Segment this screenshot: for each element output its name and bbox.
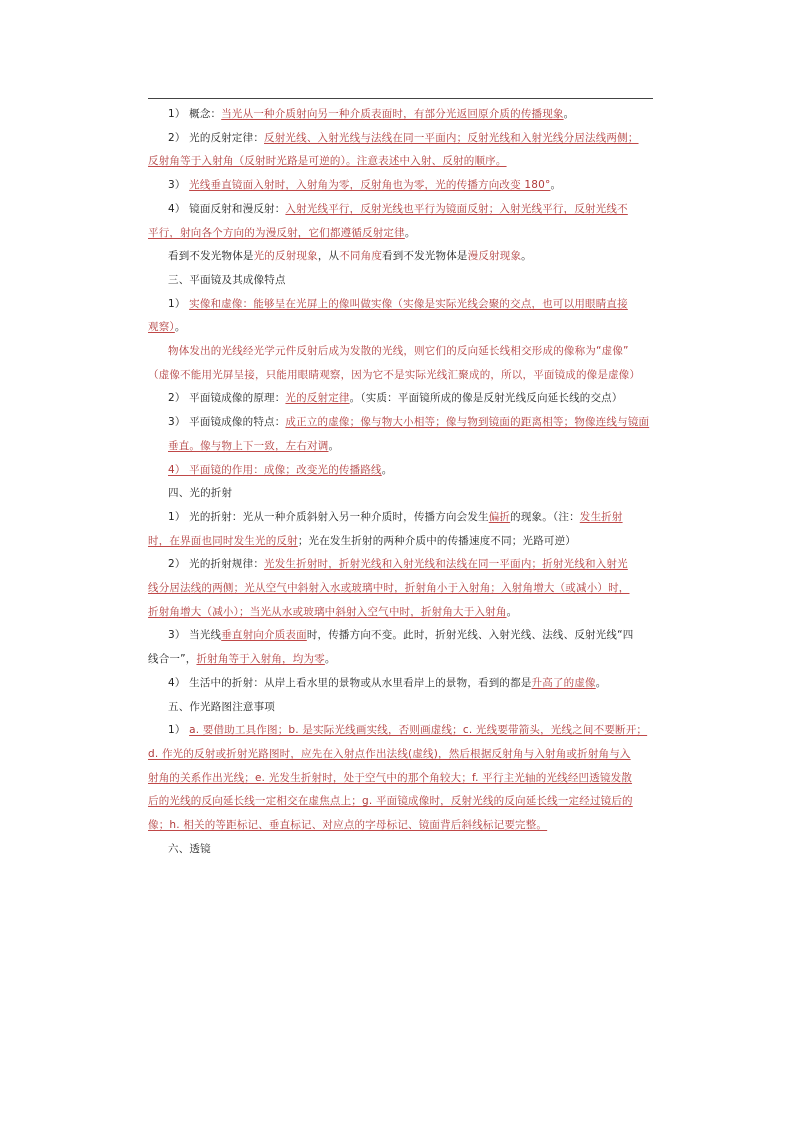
document-page xyxy=(148,98,653,862)
text-segment: 成正立的虚像；像与物大小相等；像与物到镜面的距离相等；物像连线与镜面 xyxy=(285,416,650,429)
text-segment: 漫反射现象 xyxy=(467,250,522,263)
text-line xyxy=(148,364,653,388)
text-line xyxy=(148,245,653,269)
text-segment: 光的反射现象 xyxy=(253,250,318,263)
text-line xyxy=(148,198,653,222)
text-line xyxy=(148,482,653,506)
text-line xyxy=(148,127,653,151)
text-segment: 折射角增大（减小）；当光从水或玻璃中斜射入空气中时，折射角大于入射角 xyxy=(148,605,507,618)
text-segment: 。（实质：平面镜所成的像是反射光线反向延长线的交点） xyxy=(349,392,623,405)
text-segment: 1） xyxy=(168,724,190,737)
text-line xyxy=(148,150,653,174)
text-segment: 。 xyxy=(404,226,416,239)
text-line xyxy=(148,435,653,459)
text-line xyxy=(148,411,653,435)
text-segment: 1） 概念： xyxy=(168,108,222,120)
text-segment: 升高了的虚像 xyxy=(531,676,596,689)
text-line xyxy=(148,838,653,862)
text-segment: 4） 镜面反射和漫反射： xyxy=(168,202,286,215)
text-segment: 观察） xyxy=(148,321,175,334)
text-segment: 五、作光路图注意事项 xyxy=(168,700,275,713)
text-line xyxy=(148,530,653,554)
text-segment: 垂直射向介质表面 xyxy=(221,629,307,642)
text-segment: ，从 xyxy=(317,250,340,263)
text-segment: 不同角度 xyxy=(339,250,383,263)
text-line xyxy=(148,814,653,838)
text-segment: 。 xyxy=(506,605,518,618)
text-line xyxy=(148,790,653,814)
text-segment: （虚像不能用光屏呈接，只能用眼睛观察，因为它不是实际光线汇聚成的，所以，平面镜成的像是虚像） xyxy=(148,368,641,381)
text-segment: 1） xyxy=(168,297,190,310)
text-line xyxy=(148,103,653,127)
text-segment: 六、透镜 xyxy=(168,842,211,855)
text-body xyxy=(148,103,653,862)
text-line xyxy=(148,767,653,791)
text-segment: 折射角等于入射角，均为零 xyxy=(196,653,325,666)
text-segment: 发生折射 xyxy=(579,510,623,523)
text-segment: 4） 生活中的折射：从岸上看水里的景物或从水里看岸上的景物，看到的都是 xyxy=(168,676,532,689)
text-segment: 时，在界面也同时发生光的反射 xyxy=(148,534,298,547)
text-segment: 1） 光的折射：光从一种介质斜射入另一种介质时，传播方向会发生 xyxy=(168,510,489,523)
text-segment: 反射光线、入射光线与法线在同一平面内；反射光线和入射光线分居法线两侧； xyxy=(264,131,639,144)
text-line xyxy=(148,506,653,530)
text-segment: 三、平面镜及其成像特点 xyxy=(168,273,286,286)
text-segment: 2） 光的折射规律： xyxy=(168,558,265,571)
text-segment: 。 xyxy=(595,676,607,689)
text-segment: 射角的关系作出光线；e. 光发生折射时，处于空气中的那个角较大；f. 平行主光轴的光线经凹透镜发散 xyxy=(148,771,633,784)
text-line xyxy=(148,293,653,317)
text-line xyxy=(148,624,653,648)
text-segment: ；光在发生折射的两种介质中的传播速度不同；光路可逆） xyxy=(297,534,577,547)
text-segment: 。 xyxy=(324,653,336,666)
text-line xyxy=(148,743,653,767)
text-segment: 后的光线的反向延长线一定相交在虚焦点上；g. 平面镜成像时，反射光线的反向延长线一定经过镜后的 xyxy=(148,795,633,808)
text-segment: 4） 平面镜的作用：成像；改变光的传播路线 xyxy=(168,463,382,476)
text-line xyxy=(148,316,653,340)
text-line xyxy=(148,269,653,293)
text-segment: 光线垂直镜面入射时，入射角为零，反射角也为零，光的传播方向改变 180° xyxy=(189,179,551,192)
text-segment: 看到不发光物体是 xyxy=(382,250,468,263)
text-line xyxy=(148,672,653,696)
text-segment: 四、光的折射 xyxy=(168,487,233,500)
text-segment: 。 xyxy=(328,439,340,452)
text-line xyxy=(148,222,653,246)
text-segment: 当光从一种介质射向另一种介质表面时，有部分光返回原介质的传播现象 xyxy=(221,108,564,120)
text-segment: 实像和虚像：能够呈在光屏上的像叫做实像（实像是实际光线会聚的交点，也可以用眼睛直接 xyxy=(189,297,628,310)
text-line xyxy=(148,601,653,625)
text-line xyxy=(148,174,653,198)
text-segment: d. 作光的反射或折射光路图时，应先在入射点作出法线(虚线)，然后根据反射角与入射角或折射角与入 xyxy=(148,747,631,760)
text-segment: 2） 平面镜成像的原理： xyxy=(168,392,286,405)
text-segment: 物体发出的光线经光学元件反射后成为发散的光线，则它们的反向延长线相交形成的像称为“虚像” xyxy=(168,345,629,358)
text-segment: a. 要借助工具作图；b. 是实际光线画实线，否则画虚线；c. 光线要带箭头，光线之间不要断开； xyxy=(189,724,648,737)
text-line xyxy=(148,696,653,720)
text-segment: 3） xyxy=(168,179,190,192)
text-line xyxy=(148,340,653,364)
text-line xyxy=(148,648,653,672)
text-line xyxy=(148,459,653,483)
text-segment: 2） 光的反射定律： xyxy=(168,131,265,144)
text-line xyxy=(148,577,653,601)
text-segment: 偏折 xyxy=(488,510,511,523)
text-segment: 3） 当光线 xyxy=(168,629,222,642)
text-segment: 平行，射向各个方向的为漫反射，它们都遵循反射定律 xyxy=(148,226,405,239)
text-segment: 的现象。（注： xyxy=(510,510,580,523)
text-segment: 入射光线平行，反射光线也平行为镜面反射；入射光线平行，反射光线不 xyxy=(285,202,628,215)
text-line xyxy=(148,387,653,411)
text-segment: 光的反射定律 xyxy=(285,392,350,405)
text-segment: 看到不发光物体是 xyxy=(168,250,254,263)
text-segment: 线合一”， xyxy=(148,653,197,666)
text-segment: 线分居法线的两侧；光从空气中斜射入水或玻璃中时，折射角小于入射角；入射角增大（或减小）时， xyxy=(148,582,630,595)
text-segment: 像；h. 相关的等距标记、垂直标记、对应点的字母标记、镜面背后斜线标记要完整。 xyxy=(148,819,548,832)
top-rule xyxy=(148,98,653,99)
text-segment: 。 xyxy=(563,108,575,120)
text-line xyxy=(148,719,653,743)
text-segment: 3） 平面镜成像的特点： xyxy=(168,416,286,429)
text-segment: 反射角等于入射角（反射时光路是可逆的）。注意表述中入射、反射的顺序。 xyxy=(148,155,507,168)
text-segment: 光发生折射时，折射光线和入射光线和法线在同一平面内；折射光线和入射光 xyxy=(264,558,628,571)
text-segment: 。 xyxy=(174,321,186,334)
text-segment: 。 xyxy=(550,179,562,192)
text-segment: 时，传播方向不变。此时，折射光线、入射光线、法线、反射光线“四 xyxy=(306,629,634,642)
text-segment: 垂直。像与物上下一致，左右对调 xyxy=(168,439,329,452)
text-segment: 。 xyxy=(381,463,393,476)
text-segment: 。 xyxy=(521,250,532,263)
text-line xyxy=(148,553,653,577)
